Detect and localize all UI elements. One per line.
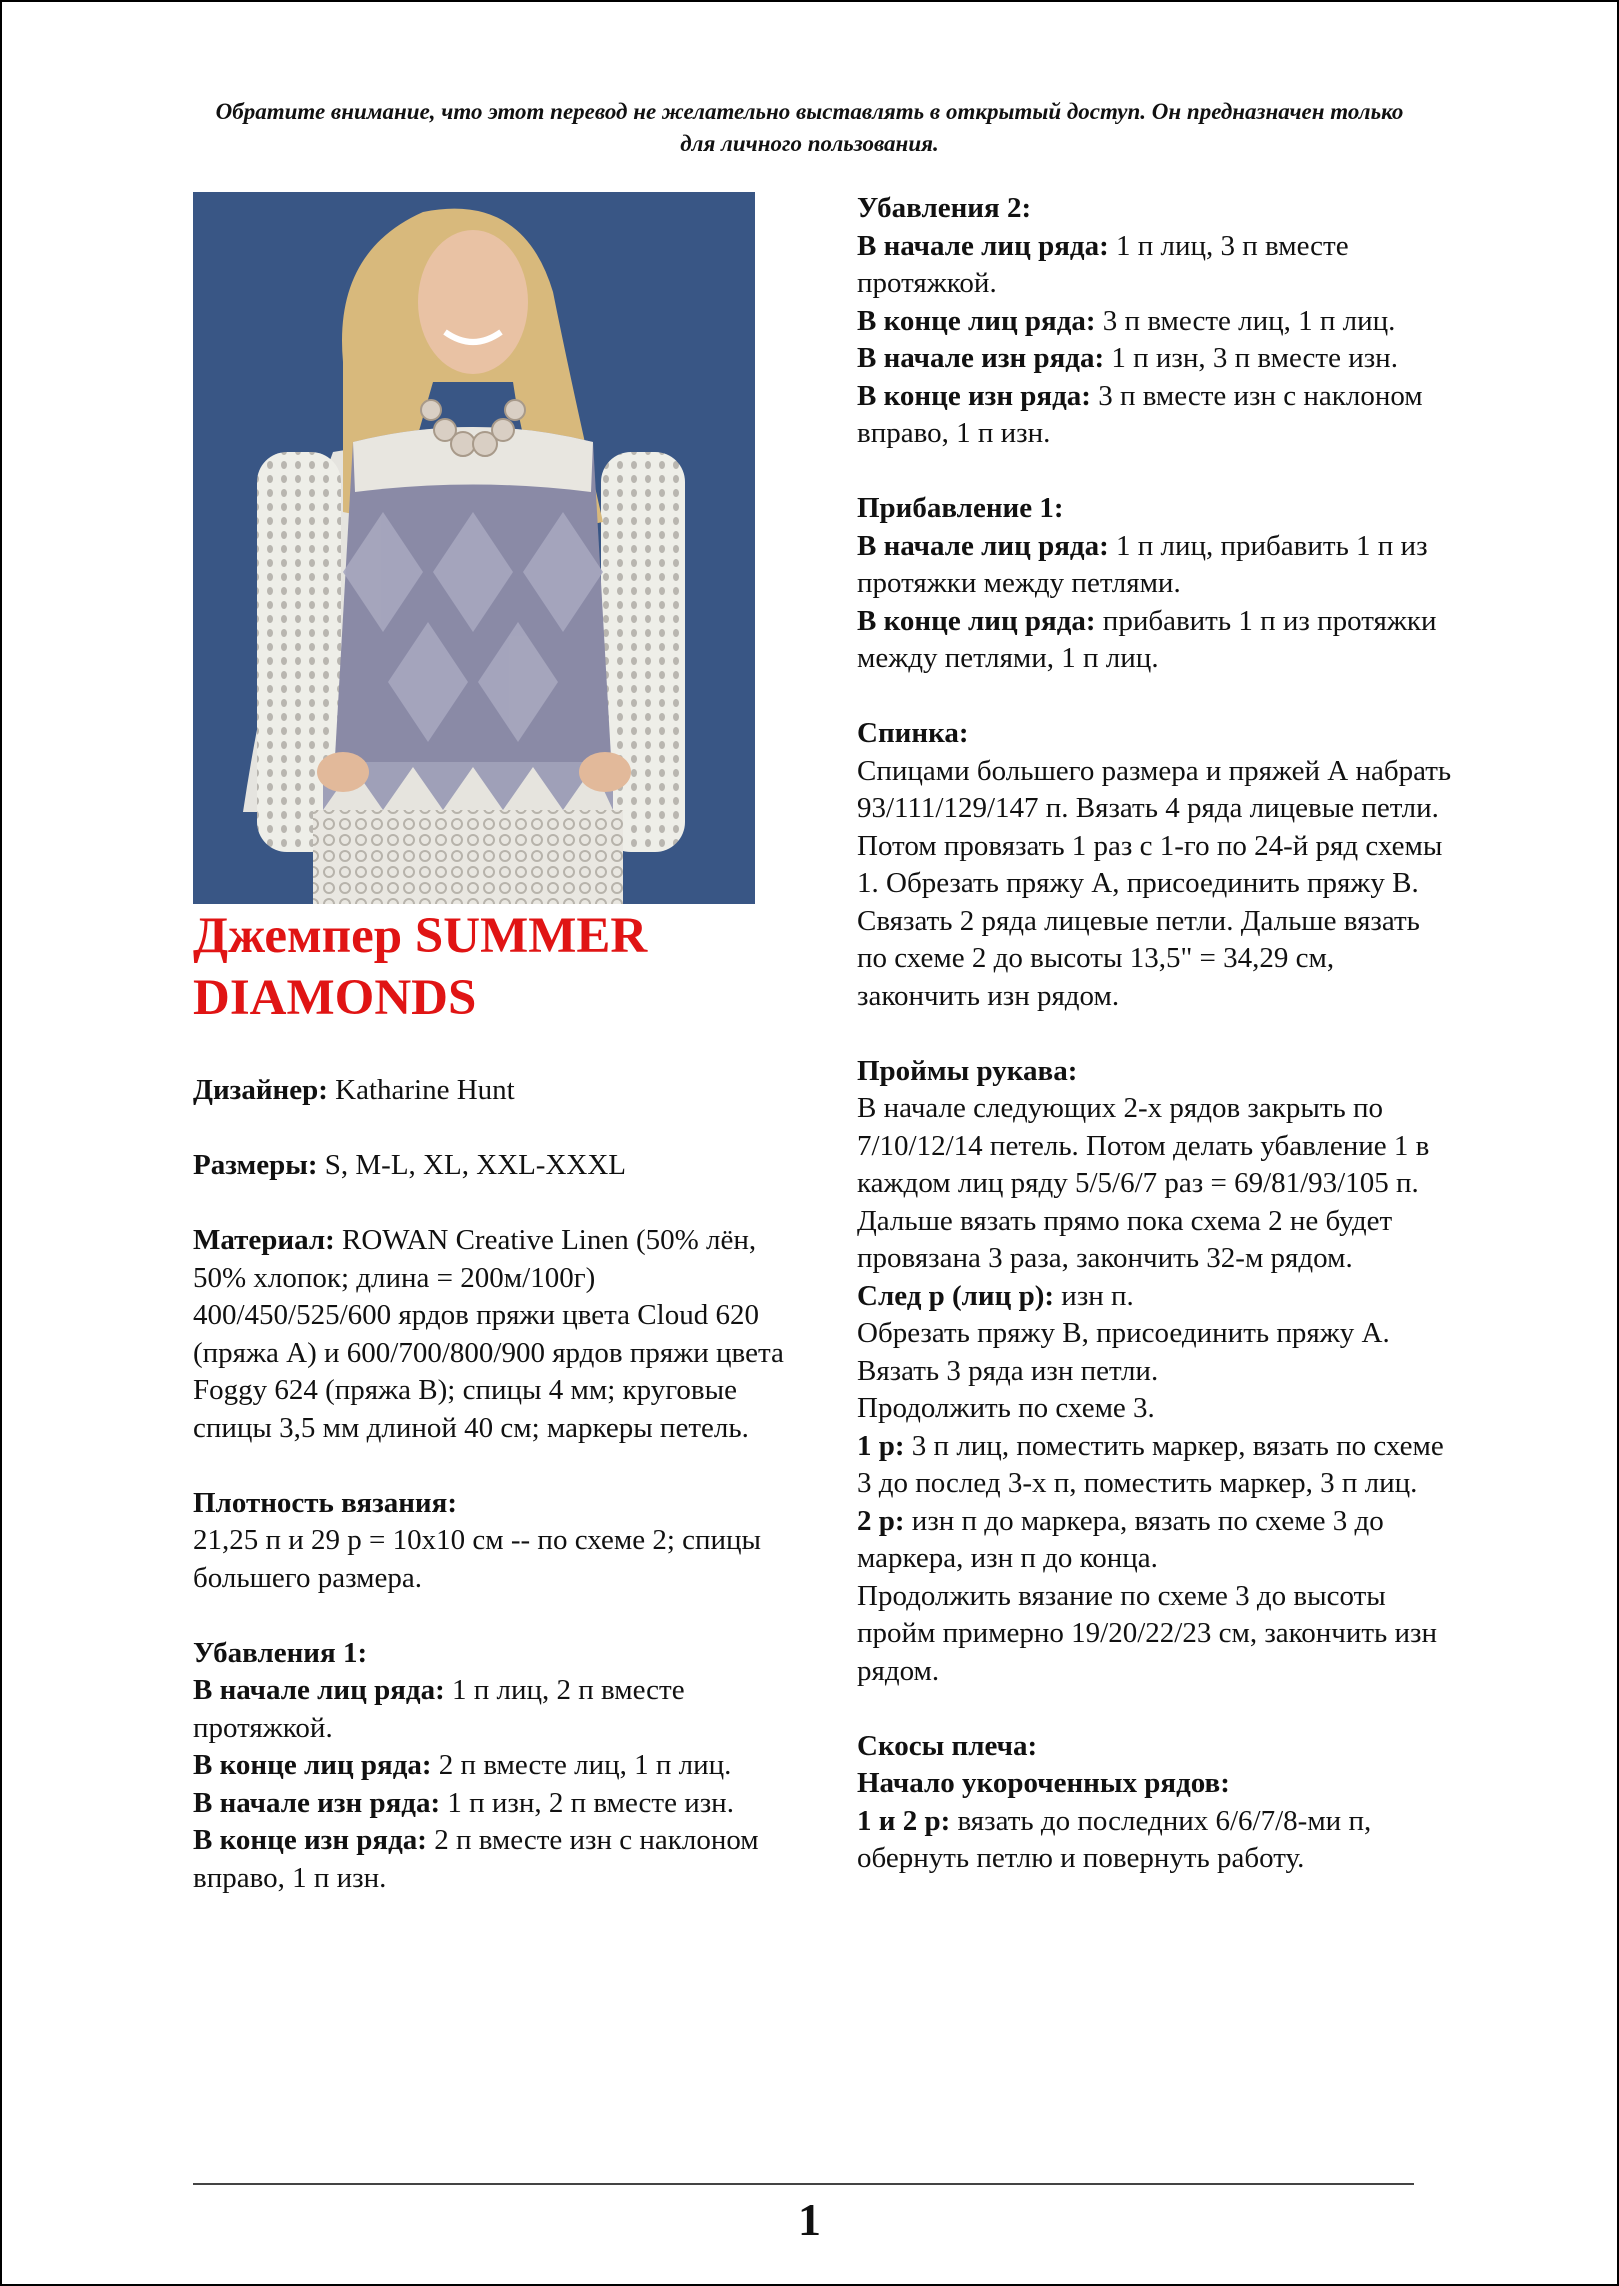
armholes-text: Продолжить по схеме 3. — [857, 1392, 1155, 1424]
privacy-notice: Обратите внимание, что этот перевод не желательно выставлять в открытый доступ. Он предназначен только для личного пользования. — [215, 99, 1404, 156]
left-column — [193, 905, 793, 1897]
increase-1-item: В конце лиц ряда: прибавить 1 п из протяжки между петлями, 1 п лиц. — [857, 604, 1437, 674]
material-paragraph: Материал: ROWAN Creative Linen (50% лён, 50% хлопок; длина = 200м/100г) 400/450/525/600 ярдов пряжи цвета Cloud 620 (пряжа A) и 600/700/800/900 ярдов пряжи цвета Foggy 624 (пряжа B); спицы 4 мм; круговые спицы 3,5 мм длиной 40 см; маркеры петель. — [193, 1224, 784, 1444]
shoulders-heading: Скосы плеча: — [857, 1729, 1038, 1762]
gauge-heading: Плотность вязания: — [193, 1486, 457, 1519]
increase-1-heading: Прибавление 1: — [857, 492, 1064, 524]
jumper-photo — [193, 192, 755, 904]
decrease-1-item: В начале изн ряда: 1 п изн, 2 п вместе изн. — [193, 1786, 734, 1819]
decrease-2-item: В конце изн ряда: 3 п вместе изн с наклоном вправо, 1 п изн. — [857, 379, 1423, 449]
designer-line: Дизайнер: Katharine Hunt — [193, 1074, 515, 1106]
sizes-line: Размеры: S, M-L, XL, XXL-XXXL — [193, 1149, 627, 1181]
decrease-1-item: В начале лиц ряда: 1 п лиц, 2 п вместе протяжкой. — [193, 1674, 685, 1744]
decrease-1-item: В конце изн ряда: 2 п вместе изн с наклоном вправо, 1 п изн. — [193, 1824, 759, 1894]
armholes-text: Продолжить вязание по схеме 3 до высоты пройм примерно 19/20/22/23 см, закончить изн рядом. — [857, 1579, 1438, 1687]
footer-divider — [193, 2183, 1414, 2185]
pattern-title: Джемпер SUMMER DIAMONDS — [193, 908, 648, 1026]
short-rows-heading: Начало укороченных рядов: — [857, 1767, 1230, 1799]
armholes-heading: Проймы рукава: — [857, 1054, 1078, 1087]
back-heading: Спинка: — [857, 717, 969, 749]
decrease-2-item: В конце лиц ряда: 3 п вместе лиц, 1 п лиц. — [857, 304, 1396, 337]
decrease-1-heading: Убавления 1: — [193, 1636, 368, 1669]
model-illustration — [193, 192, 755, 904]
rows-1-2-line: 1 и 2 р: вязать до последних 6/6/7/8-ми п, обернуть петлю и повернуть работу. — [857, 1804, 1372, 1874]
gauge-text: 21,25 п и 29 р = 10х10 см -- по схеме 2; спицы большего размера. — [193, 1524, 762, 1594]
armholes-text: Обрезать пряжу В, присоединить пряжу А. Вязать 3 ряда изн петли. — [857, 1317, 1390, 1387]
right-column — [857, 190, 1457, 1878]
decrease-2-item: В начале лиц ряда: 1 п лиц, 3 п вместе протяжкой. — [857, 229, 1349, 299]
decrease-2-item: В начале изн ряда: 1 п изн, 3 п вместе изн. — [857, 342, 1398, 374]
decrease-1-item: В конце лиц ряда: 2 п вместе лиц, 1 п лиц. — [193, 1749, 732, 1781]
increase-1-item: В начале лиц ряда: 1 п лиц, прибавить 1 п из протяжки между петлями. — [857, 529, 1428, 599]
decrease-2-heading: Убавления 2: — [857, 192, 1032, 224]
row-2-line: 2 р: изн п до маркера, вязать по схеме 3 до маркера, изн п до конца. — [857, 1504, 1384, 1574]
armholes-text: В начале следующих 2-х рядов закрыть по 7/10/12/14 петель. Потом делать убавление 1 в каждом лиц ряду 5/5/6/7 раз = 69/81/93/105 п. Дальше вязать прямо пока схема 2 не будет провязана 3 раза, закончить 32-м рядом. — [857, 1092, 1430, 1274]
page-number: 1 — [798, 2194, 821, 2245]
next-row-line: След р (лиц р): изн п. — [857, 1279, 1134, 1312]
back-text: Спицами большего размера и пряжей А набрать 93/111/129/147 п. Вязать 4 ряда лицевые петли. Потом провязать 1 раз с 1-го по 24-й ряд схемы 1. Обрезать пряжу А, присоединить пряжу В. Связать 2 ряда лицевые петли. Дальше вязать по схеме 2 до высоты 13,5" = 34,29 см, закончить изн рядом. — [857, 754, 1452, 1012]
row-1-line: 1 р: 3 п лиц, поместить маркер, вязать по схеме 3 до послед 3-х п, поместить маркер, 3 п лиц. — [857, 1429, 1444, 1499]
